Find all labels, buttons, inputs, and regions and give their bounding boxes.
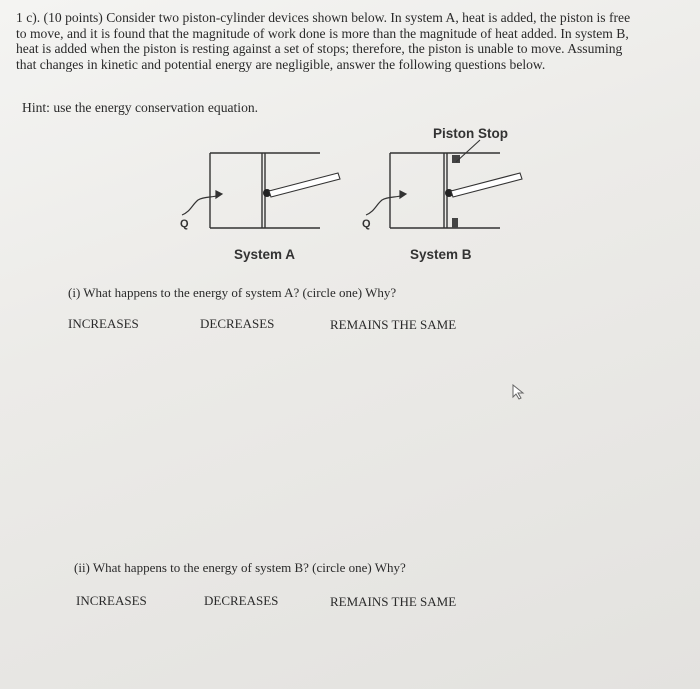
q1-option-remains-the-same[interactable]: REMAINS THE SAME: [330, 317, 457, 332]
question-2-text: (ii) What happens to the energy of system B? (circle one) Why?: [74, 560, 406, 575]
q1-option-decreases[interactable]: DECREASES: [200, 316, 275, 331]
system-b-heat-arrow: [366, 191, 406, 215]
piston-cylinder-figure: [150, 120, 550, 270]
piston-cylinder-diagram: [150, 120, 550, 270]
problem-line-3: heat is added when the piston is resting against a set of stops; therefore, the piston is unable to move. Assuming: [16, 41, 623, 57]
system-b-label: System B: [410, 247, 472, 262]
problem-line-4: that changes in kinetic and potential energy are negligible, answer the following questions below.: [16, 56, 546, 72]
q1-option-increases[interactable]: INCREASES: [68, 316, 139, 331]
system-a-piston-rod: [263, 173, 340, 197]
system-a-heat-arrow: [182, 191, 222, 215]
piston-stop-pointer: [456, 140, 480, 162]
problem-line-2: to move, and it is found that the magnitude of work done is more than the magnitude of heat added. In system B,: [16, 25, 629, 41]
system-a-label: System A: [234, 247, 296, 262]
question-1-text: (i) What happens to the energy of system A? (circle one) Why?: [68, 285, 397, 300]
system-b-cylinder: [390, 153, 500, 228]
piston-stop-label: Piston Stop: [433, 126, 508, 141]
q2-option-increases[interactable]: INCREASES: [76, 593, 147, 608]
heat-label-a: Q: [180, 218, 189, 230]
cursor-arrow-icon: [512, 384, 526, 405]
q2-option-remains-the-same[interactable]: REMAINS THE SAME: [330, 594, 457, 609]
q2-option-decreases[interactable]: DECREASES: [204, 593, 279, 608]
heat-label-b: Q: [362, 218, 371, 230]
problem-statement: [16, 10, 692, 72]
problem-line-1: 1 c). (10 points) Consider two piston-cylinder devices shown below. In system A, heat is added, the piston is free: [16, 10, 631, 25]
hint-text: Hint: use the energy conservation equation.: [22, 100, 259, 115]
system-b-piston-rod: [445, 173, 522, 197]
